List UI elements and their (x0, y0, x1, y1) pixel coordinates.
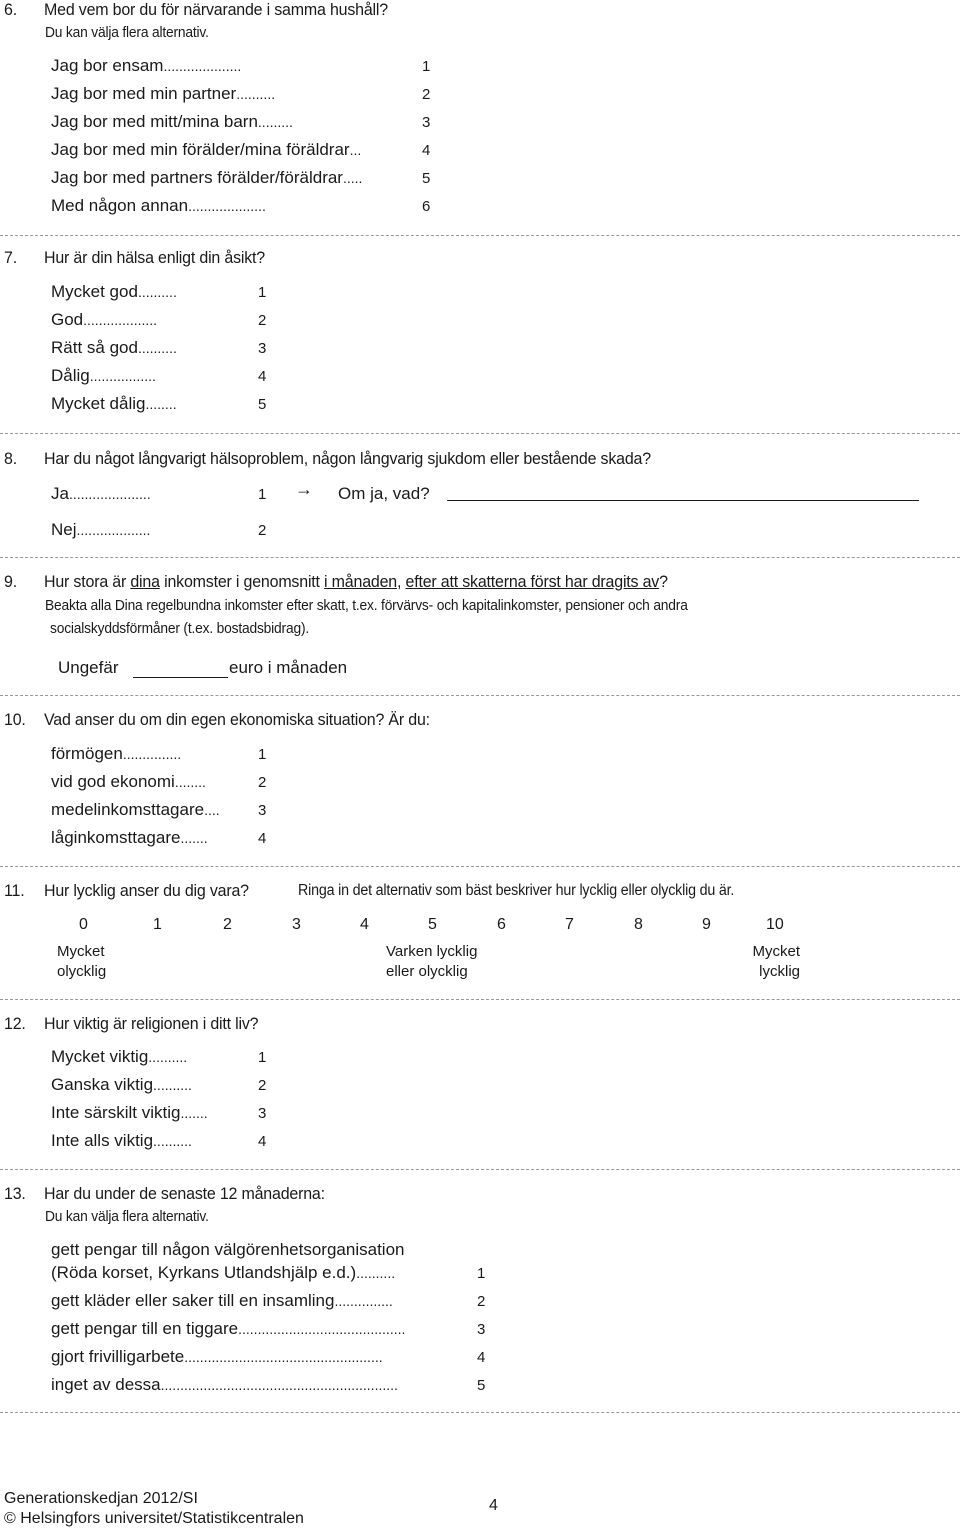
q7-option-3[interactable] (51, 338, 267, 358)
leader-dots: ..... (342, 170, 363, 186)
leader-dots: .......... (356, 1265, 396, 1281)
q9-title-part: ? (659, 572, 668, 591)
option-code: 2 (258, 1077, 267, 1094)
leader-dots: ................... (83, 312, 158, 328)
q10-title: Vad anser du om din egen ekonomiska situation? Är du: (44, 710, 430, 729)
leader-dots: .................... (188, 198, 266, 214)
option-code: 4 (258, 368, 267, 385)
q6-title: Med vem bor du för närvarande i samma hushåll? (44, 0, 388, 19)
option-label: Mycket dålig (51, 394, 146, 413)
q13-option-5[interactable] (51, 1375, 486, 1395)
q8-option-1[interactable] (51, 484, 267, 504)
leader-dots: ... (349, 142, 362, 158)
option-label: God (51, 310, 84, 329)
q6-option-6[interactable] (51, 196, 431, 216)
q9-title-part: inkomster i genomsnitt (159, 572, 325, 591)
option-code: 5 (422, 170, 431, 187)
leader-dots: ........ (174, 774, 206, 790)
q9-answer-prefix: Ungefär (58, 658, 119, 677)
q9-hint-line-2: socialskyddsförmåner (t.ex. bostadsbidrag). (50, 620, 310, 637)
q7-option-2[interactable] (51, 310, 267, 330)
q9-answer-suffix: euro i månaden (229, 658, 348, 677)
leader-dots: ......... (257, 114, 293, 130)
q6-option-4[interactable] (51, 140, 431, 160)
q13-option-1[interactable] (51, 1263, 486, 1283)
q10-option-2[interactable] (51, 772, 267, 792)
scale-anchor-line: Mycket (57, 943, 105, 960)
scale-anchor-low (57, 942, 106, 982)
q9-title-emphasis: efter att skatterna först har dragits av (405, 572, 660, 591)
q11-number: 11. (4, 881, 25, 900)
leader-dots: ............... (122, 746, 182, 762)
leader-dots: .......... (137, 284, 177, 300)
q7-title: Hur är din hälsa enligt din åsikt? (44, 248, 266, 267)
option-label: Dålig (51, 366, 90, 385)
separator (0, 235, 960, 236)
option-code: 4 (477, 1349, 486, 1366)
leader-dots: .......... (153, 1077, 192, 1093)
q12-title: Hur viktig är religionen i ditt liv? (44, 1014, 259, 1033)
option-label: (Röda korset, Kyrkans Utlandshjälp e.d.) (51, 1263, 357, 1282)
q6-option-3[interactable] (51, 112, 431, 132)
q8-followup-label: Om ja, vad? (338, 484, 430, 503)
scale-option-10[interactable]: 10 (766, 916, 784, 933)
option-label: medelinkomsttagare (51, 800, 205, 819)
option-code: 2 (258, 522, 267, 539)
page-number: 4 (489, 1497, 498, 1514)
q6-option-2[interactable] (51, 84, 431, 104)
q6-option-1[interactable] (51, 56, 431, 76)
leader-dots: ....... (180, 1105, 208, 1121)
option-label: Ja (51, 484, 69, 503)
scale-option-8[interactable]: 8 (634, 916, 643, 933)
q12-number: 12. (4, 1014, 26, 1033)
separator (0, 557, 960, 558)
q7-option-4[interactable] (51, 366, 267, 386)
q8-option-2[interactable] (51, 520, 267, 540)
scale-anchor-line: olycklig (57, 963, 107, 980)
option-label: Ganska viktig (51, 1075, 154, 1094)
scale-option-7[interactable]: 7 (565, 916, 574, 933)
q9-number: 9. (4, 572, 17, 591)
option-code: 2 (422, 86, 431, 103)
q10-option-1[interactable] (51, 744, 267, 764)
option-label: gjort frivilligarbete (51, 1347, 185, 1366)
q11-title: Hur lycklig anser du dig vara? (44, 881, 249, 900)
option-label: Nej (51, 520, 77, 539)
q13-option-2[interactable] (51, 1291, 486, 1311)
option-code: 5 (477, 1377, 486, 1394)
option-code: 1 (422, 58, 431, 75)
footer-publication: Generationskedjan 2012/SI (4, 1490, 198, 1507)
leader-dots: ................................................... (184, 1349, 383, 1365)
leader-dots: .......... (148, 1049, 188, 1065)
q8-number: 8. (4, 449, 17, 468)
option-code: 3 (258, 1105, 267, 1122)
scale-anchor-mid (386, 942, 477, 982)
scale-option-0[interactable]: 0 (79, 916, 88, 933)
leader-dots: ................... (76, 522, 151, 538)
scale-anchor-line: lycklig (759, 963, 800, 980)
q9-title-emphasis: i månaden (324, 572, 397, 591)
q9-title-part: Hur stora är (44, 572, 131, 591)
option-code: 2 (258, 774, 267, 791)
option-label: Jag bor med partners förälder/föräldrar (51, 168, 343, 187)
option-code: 4 (258, 830, 267, 847)
option-code: 3 (477, 1321, 486, 1338)
q13-hint: Du kan välja flera alternativ. (45, 1208, 209, 1225)
separator (0, 866, 960, 867)
option-code: 3 (422, 114, 431, 131)
option-label: Mycket viktig (51, 1047, 149, 1066)
q9-title-part: , (396, 572, 406, 591)
option-code: 1 (258, 486, 267, 503)
leader-dots: ....... (180, 830, 208, 846)
option-code: 3 (258, 802, 267, 819)
separator (0, 999, 960, 1000)
leader-dots: .......... (137, 340, 177, 356)
scale-anchor-line: Varken lycklig (386, 943, 478, 960)
q7-option-1[interactable] (51, 282, 267, 302)
leader-dots: .......... (153, 1133, 192, 1149)
q8-followup-answer-line[interactable] (447, 500, 919, 501)
q6-number: 6. (4, 0, 17, 19)
leader-dots: ........ (145, 396, 177, 412)
q12-option-3[interactable] (51, 1103, 267, 1123)
separator (0, 1412, 960, 1413)
q7-number: 7. (4, 248, 17, 267)
followup-arrow-icon: → (295, 479, 313, 499)
scale-option-3[interactable]: 3 (292, 916, 301, 933)
leader-dots: .... (204, 802, 220, 818)
separator (0, 1169, 960, 1170)
q9-hint-line-1: Beakta alla Dina regelbundna inkomster efter skatt, t.ex. förvärvs- och kapitalinkomster, pensioner och andra (45, 597, 688, 614)
q12-option-4[interactable] (51, 1131, 267, 1151)
q13-option-3[interactable] (51, 1319, 486, 1339)
separator (0, 433, 960, 434)
q13-option-4[interactable] (51, 1347, 486, 1367)
separator (0, 695, 960, 696)
option-label: Rätt så god (51, 338, 138, 357)
q9-title-emphasis: dina (130, 572, 160, 591)
option-label: Inte särskilt viktig (51, 1103, 181, 1122)
option-label: inget av dessa (51, 1375, 161, 1394)
scale-option-4[interactable]: 4 (360, 916, 369, 933)
option-label: Jag bor med mitt/mina barn (51, 112, 258, 131)
q11-hint: Ringa in det alternativ som bäst beskriver hur lycklig eller olycklig du är. (298, 882, 735, 899)
option-code: 4 (258, 1133, 267, 1150)
option-label: Mycket god (51, 282, 138, 301)
q6-hint: Du kan välja flera alternativ. (45, 24, 209, 41)
option-label: låginkomsttagare (51, 828, 181, 847)
q12-option-1[interactable] (51, 1047, 267, 1067)
q7-option-5[interactable] (51, 394, 267, 414)
option-label: vid god ekonomi (51, 772, 175, 791)
option-code: 6 (422, 198, 431, 215)
option-code: 2 (477, 1293, 486, 1310)
option-code: 1 (258, 284, 267, 301)
q10-option-4[interactable] (51, 828, 267, 848)
q12-option-2[interactable] (51, 1075, 267, 1095)
footer-copyright: © Helsingfors universitet/Statistikcentralen (4, 1510, 304, 1527)
q13-option-1-line-1: gett pengar till någon välgörenhetsorganisation (51, 1240, 405, 1259)
q13-number: 13. (4, 1184, 26, 1203)
option-label: gett kläder eller saker till en insamling (51, 1291, 335, 1310)
option-label: Jag bor ensam (51, 56, 164, 75)
option-label: Med någon annan (51, 196, 189, 215)
scale-anchor-high (744, 942, 800, 982)
option-code: 4 (422, 142, 431, 159)
leader-dots: .................... (163, 58, 242, 74)
option-code: 3 (258, 340, 267, 357)
option-code: 1 (477, 1265, 486, 1282)
leader-dots: ..................... (68, 486, 151, 502)
q10-number: 10. (4, 710, 26, 729)
scale-anchor-line: eller olycklig (386, 963, 468, 980)
option-code: 1 (258, 746, 267, 763)
scale-option-2[interactable]: 2 (223, 916, 232, 933)
scale-option-1[interactable]: 1 (153, 916, 162, 933)
leader-dots: ............... (334, 1293, 393, 1309)
q9-amount-input-line[interactable] (133, 677, 228, 678)
option-label: Jag bor med min förälder/mina föräldrar (51, 140, 350, 159)
scale-option-9[interactable]: 9 (702, 916, 711, 933)
scale-anchor-line: Mycket (752, 943, 800, 960)
q9-title (44, 572, 668, 592)
scale-option-5[interactable]: 5 (428, 916, 437, 933)
option-label: Inte alls viktig (51, 1131, 154, 1150)
option-code: 5 (258, 396, 267, 413)
option-label: förmögen (51, 744, 123, 763)
leader-dots: ................. (89, 368, 156, 384)
q8-title: Har du något långvarigt hälsoproblem, någon långvarig sjukdom eller bestående skada? (44, 449, 651, 468)
option-code: 2 (258, 312, 267, 329)
option-label: Jag bor med min partner (51, 84, 237, 103)
scale-option-6[interactable]: 6 (497, 916, 506, 933)
leader-dots: ............................................................. (160, 1377, 398, 1393)
q10-option-3[interactable] (51, 800, 267, 820)
q6-option-5[interactable] (51, 168, 431, 188)
option-code: 1 (258, 1049, 267, 1066)
leader-dots: ........................................... (238, 1321, 406, 1337)
leader-dots: .......... (236, 86, 276, 102)
q13-title: Har du under de senaste 12 månaderna: (44, 1184, 325, 1203)
option-label: gett pengar till en tiggare (51, 1319, 239, 1338)
